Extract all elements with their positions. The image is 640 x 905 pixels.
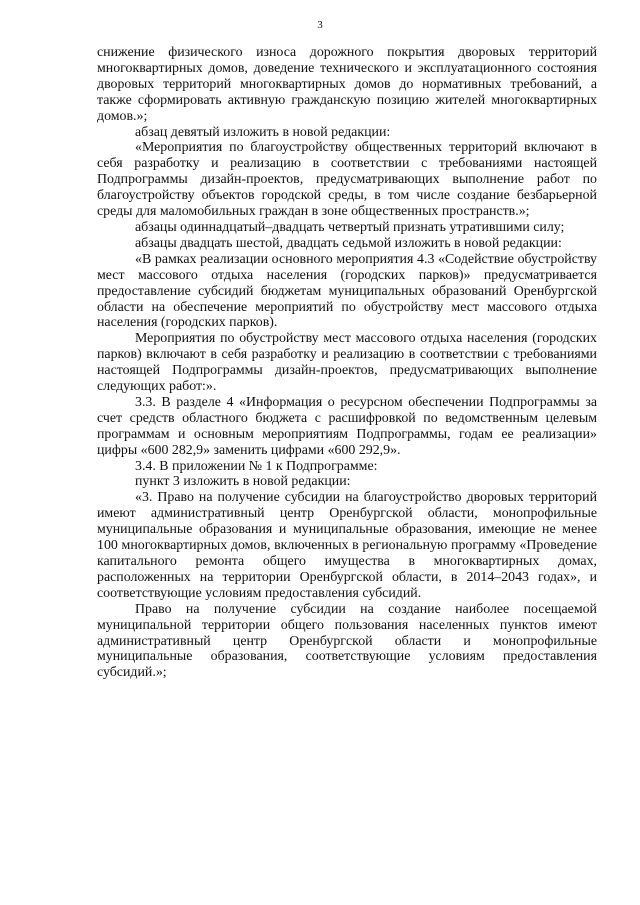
paragraph: «3. Право на получение субсидии на благоустройство дворовых территорий имеют административный центр Оренбургской области, монопрофильные муниципальные образования и муниципальные образования, имеющие не менее 100 многоквартирных домов, включенных в региональную программу «Проведение капитального ремонта общего имущества в многоквартирных домах, расположенных на территории Оренбургской области, в 2014–2043 годах», и соответствующие условиям предоставления субсидий.: [97, 490, 597, 601]
paragraph: снижение физического износа дорожного покрытия дворовых территорий многоквартирных домов, доведение технического и эксплуатационного состояния дворовых территорий многоквартирных домов до нормативных требований, а также сформировать активную гражданскую позицию жителей многоквартирных домов.»;: [97, 45, 597, 124]
paragraph: 3.4. В приложении № 1 к Подпрограмме:: [135, 458, 378, 474]
document-body: [97, 45, 597, 681]
paragraph: Мероприятия по обустройству мест массового отдыха населения (городских парков) включают в себя разработку и реализацию в соответствии с требованиями настоящей Подпрограммы дизайн-проектов, предусматривающих выполнение следующих работ:».: [97, 331, 597, 395]
paragraph: 3.3. В разделе 4 «Информация о ресурсном обеспечении Подпрограммы за счет средств областного бюджета с расшифровкой по ведомственным целевым программам и основным мероприятиям Подпрограммы, годам ее реализации» цифры «600 282,9» заменить цифрами «600 292,9».: [97, 394, 597, 458]
paragraph: абзацы одиннадцатый–двадцать четвертый признать утратившими силу;: [135, 219, 565, 235]
paragraph: абзацы двадцать шестой, двадцать седьмой изложить в новой редакции:: [135, 235, 562, 251]
paragraph: абзац девятый изложить в новой редакции:: [135, 124, 391, 140]
paragraph: «Мероприятия по благоустройству общественных территорий включают в себя разработку и реализацию в соответствии с требованиями настоящей Подпрограммы дизайн-проектов, предусматривающих выполнение работ по благоустройству объектов городской среды, в том числе создание безбарьерной среды для маломобильных граждан в зоне общественных пространств.»;: [97, 140, 597, 220]
paragraph: «В рамках реализации основного мероприятия 4.3 «Содействие обустройству мест массового отдыха населения (городских парков)» предусматривается предоставление субсидий бюджетам муниципальных образований Оренбургской области на обеспечение мероприятий по обустройству мест массового отдыха населения (городских парков).: [97, 251, 597, 331]
page-number: 3: [317, 19, 323, 31]
paragraph: Право на получение субсидии на создание наиболее посещаемой муниципальной территории общего пользования населенных пунктов имеют административный центр Оренбургской области и монопрофильные муниципальные образования, соответствующие условиям предоставления субсидий.»;: [97, 601, 597, 681]
paragraph: пункт 3 изложить в новой редакции:: [135, 474, 351, 490]
